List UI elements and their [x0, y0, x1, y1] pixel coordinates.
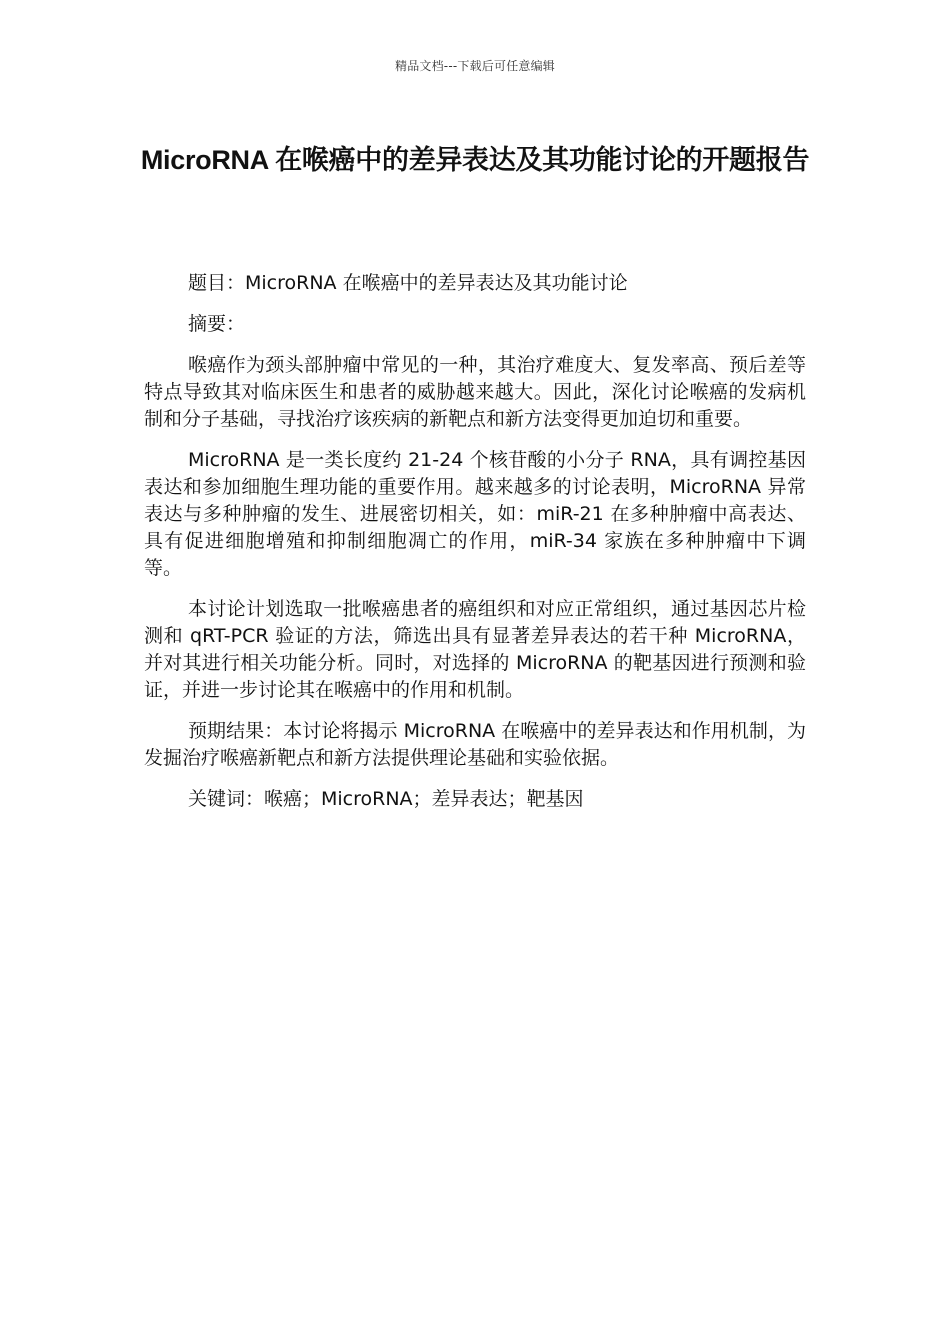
document-title: MicroRNA 在喉癌中的差异表达及其功能讨论的开题报告: [140, 145, 810, 175]
body-paragraph: 本讨论计划选取一批喉癌患者的癌组织和对应正常组织，通过基因芯片检测和 qRT-PCR 验证的方法，筛选出具有显著差异表达的若干种 MicroRNA，并对其进行相关功能分析。同时，对选择的 MicroRNA 的靶基因进行预测和验证，并进一步讨论其在喉癌中的作用和机制。: [144, 598, 806, 701]
topic-line: 题目：MicroRNA 在喉癌中的差异表达及其功能讨论: [188, 272, 628, 294]
body-paragraph: 喉癌作为颈头部肿瘤中常见的一种，其治疗难度大、复发率高、预后差等特点导致其对临床医生和患者的威胁越来越大。因此，深化讨论喉癌的发病机制和分子基础，寻找治疗该疾病的新靶点和新方法变得更加迫切和重要。: [144, 354, 806, 430]
abstract-label: 摘要：: [188, 313, 246, 335]
body-paragraph: MicroRNA 是一类长度约 21-24 个核苷酸的小分子 RNA，具有调控基因表达和参加细胞生理功能的重要作用。越来越多的讨论表明，MicroRNA 异常表达与多种肿瘤的发生、进展密切相关，如：miR-21 在多种肿瘤中高表达、具有促进细胞增殖和抑制细胞凋亡的作用，miR-34 家族在多种肿瘤中下调等。: [144, 449, 806, 579]
expected-results-paragraph: 预期结果：本讨论将揭示 MicroRNA 在喉癌中的差异表达和作用机制，为发掘治疗喉癌新靶点和新方法提供理论基础和实验依据。: [144, 720, 806, 769]
header-note: 精品文档---下载后可任意编辑: [395, 59, 555, 73]
document-body: [144, 270, 806, 827]
keywords-line: 关键词：喉癌；MicroRNA；差异表达；靶基因: [188, 788, 584, 810]
